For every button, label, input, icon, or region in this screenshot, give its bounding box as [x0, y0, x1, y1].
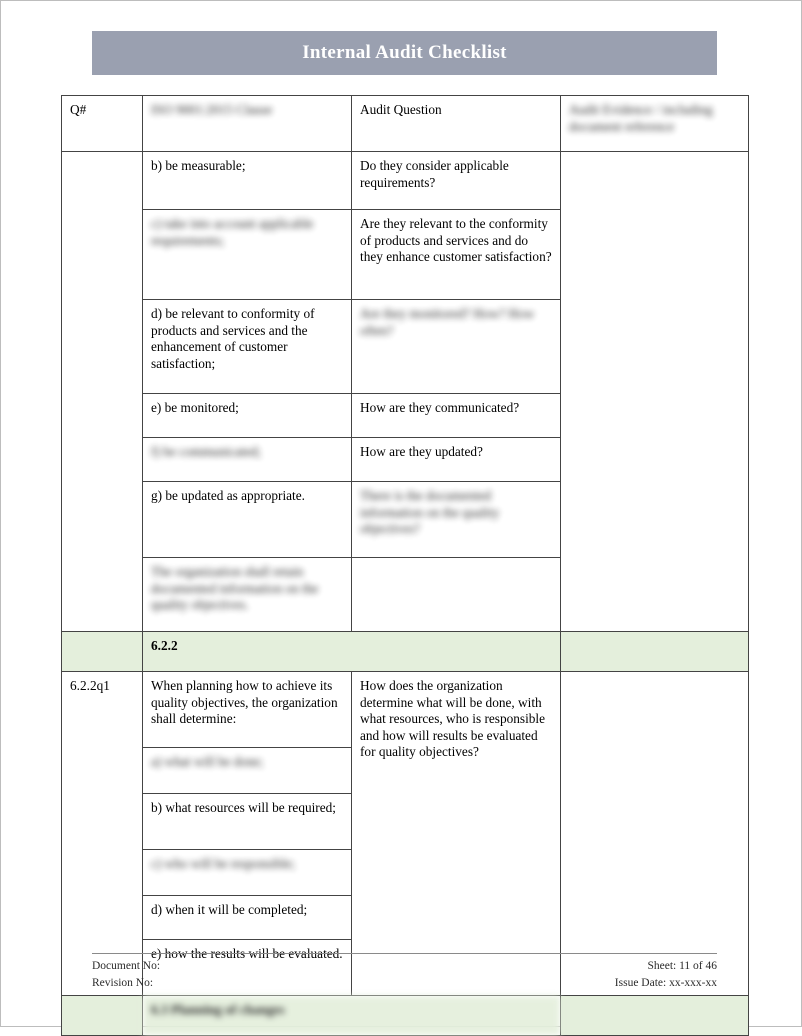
revision-no-label: Revision No: [92, 976, 154, 989]
cell-question: Are they monitored? How? How often? [352, 300, 561, 394]
cell-clause: b) what resources will be required; [143, 794, 352, 850]
cell-question: Are they relevant to the conformity of products and services and do they enhance customer satisfaction? [352, 210, 561, 300]
cell-question: There is the documented information on the quality objectives? [352, 482, 561, 558]
cell-clause: e) be monitored; [143, 394, 352, 438]
cell-clause: d) be relevant to conformity of products and services and the enhancement of customer satisfaction; [143, 300, 352, 394]
audit-checklist-table [61, 95, 749, 1036]
table-row [62, 672, 749, 748]
cell-question: Do they consider applicable requirements? [352, 152, 561, 210]
section-label-622: 6.2.2 [143, 632, 561, 672]
cell-clause: e) how the results will be evaluated. [143, 940, 352, 996]
table-row [62, 152, 749, 210]
cell-reference [561, 152, 749, 632]
section-label-63: 6.3 Planning of changes [143, 996, 561, 1036]
issue-date: Issue Date: xx-xxx-xx [614, 976, 717, 989]
cell-clause: d) when it will be completed; [143, 896, 352, 940]
header-audit-question: Audit Question [352, 96, 561, 152]
cell-q: 6.2.2q1 [62, 672, 143, 996]
cell-reference [561, 996, 749, 1036]
section-row-622 [62, 632, 749, 672]
cell-question: How are they communicated? [352, 394, 561, 438]
cell-clause: b) be measurable; [143, 152, 352, 210]
cell-clause: a) what will be done; [143, 748, 352, 794]
header-clause: ISO 9001:2015 Clause [143, 96, 352, 152]
cell-clause: f) be communicated; [143, 438, 352, 482]
document-no-label: Document No: [92, 960, 161, 972]
cell-clause: The organization shall retain documented information on the quality objectives. [143, 558, 352, 632]
sheet-number: Sheet: 11 of 46 [647, 960, 717, 972]
cell-clause: c) take into account applicable requirements; [143, 210, 352, 300]
footer-divider [92, 953, 717, 954]
cell-reference [561, 672, 749, 996]
cell-q [62, 152, 143, 632]
cell-question [352, 558, 561, 632]
page-title: Internal Audit Checklist [92, 31, 717, 75]
section-row-63 [62, 996, 749, 1036]
cell-q [62, 996, 143, 1036]
table-header-row [62, 96, 749, 152]
cell-clause: c) who will be responsible; [143, 850, 352, 896]
page-footer [92, 953, 717, 991]
cell-question: How does the organization determine what will be done, with what resources, who is responsible and how will results be evaluated for quality objectives? [352, 672, 561, 996]
cell-clause: g) be updated as appropriate. [143, 482, 352, 558]
cell-clause: When planning how to achieve its quality objectives, the organization shall determine: [143, 672, 352, 748]
cell-q [62, 632, 143, 672]
header-q: Q# [62, 96, 143, 152]
cell-question: How are they updated? [352, 438, 561, 482]
header-reference: Audit Evidence / including document reference [561, 96, 749, 152]
cell-reference [561, 632, 749, 672]
